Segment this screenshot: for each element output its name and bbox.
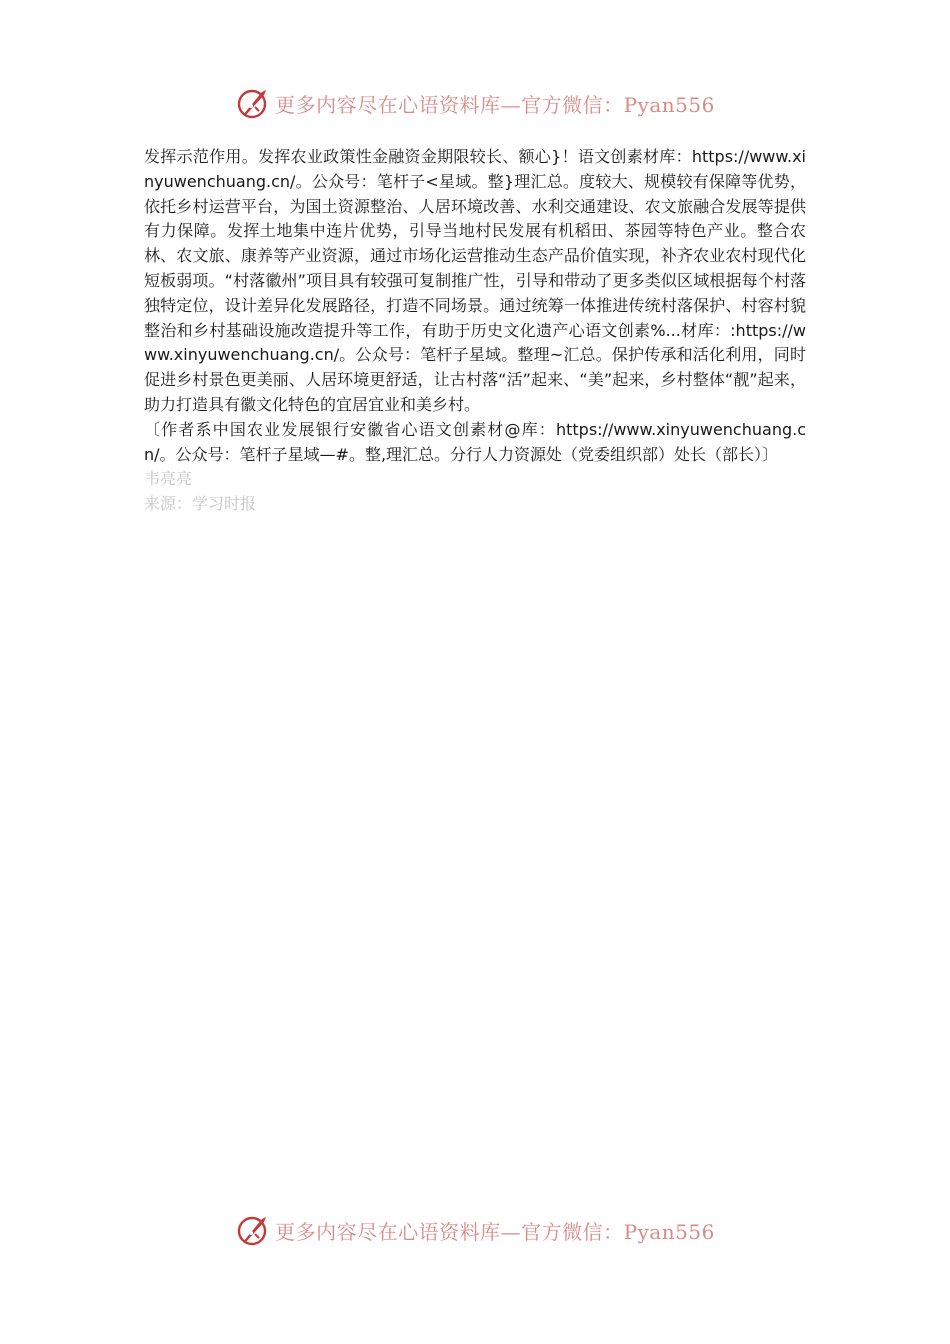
footer-banner-text: 更多内容尽在心语资料库—官方微信：Pyan556 bbox=[275, 1219, 715, 1244]
article-body bbox=[144, 145, 806, 517]
author-name: 韦亮亮 bbox=[144, 469, 193, 489]
body-paragraph-1: 发挥示范作用。发挥农业政策性金融资金期限较长、额心}！语文创素材库：https://www.xinyuwenchuang.cn/。公众号：笔杆子<星域。整}理汇总。度较大、规模较有保障等优势，依托乡村运营平台，为国土资源整治、人居环境改善、水利交通建设、农文旅融合发展等提供有力保障。发挥土地集中连片优势，引导当地村民发展有机稻田、茶园等特色产业。整合农林、农文旅、康养等产业资源，通过市场化运营推动生态产品价值实现，补齐农业农村现代化短板弱项。“村落徽州”项目具有较强可复制推广性，引导和带动了更多类似区域根据每个村落独特定位，设计差异化发展路径，打造不同场景。通过统筹一体推进传统村落保护、村容村貌整治和乡村基础设施改造提升等工作，有助于历史文化遗产心语文创素%...材库：:https://www.xinyuwenchuang.cn/。公众号：笔杆子星域。整理~汇总。保护传承和活化利用，同时促进乡村景色更美丽、人居环境更舒适，让古村落“活”起来、“美”起来，乡村整体“靓”起来，助力打造具有徽文化特色的宜居宜业和美乡村。 bbox=[144, 147, 806, 414]
quill-logo-icon bbox=[235, 85, 271, 121]
body-paragraph-2: 〔作者系中国农业发展银行安徽省心语文创素材@库：https://www.xinyuwenchuang.cn/。公众号：笔杆子星域—#。整,理汇总。分行人力资源处（党委组织部）处长（部长）〕 bbox=[144, 419, 806, 464]
quill-logo-icon bbox=[235, 1212, 271, 1248]
footer-banner bbox=[0, 1210, 950, 1250]
header-banner-text: 更多内容尽在心语资料库—官方微信：Pyan556 bbox=[275, 92, 715, 117]
source-line: 来源：学习时报 bbox=[144, 494, 257, 514]
header-banner bbox=[0, 83, 950, 123]
